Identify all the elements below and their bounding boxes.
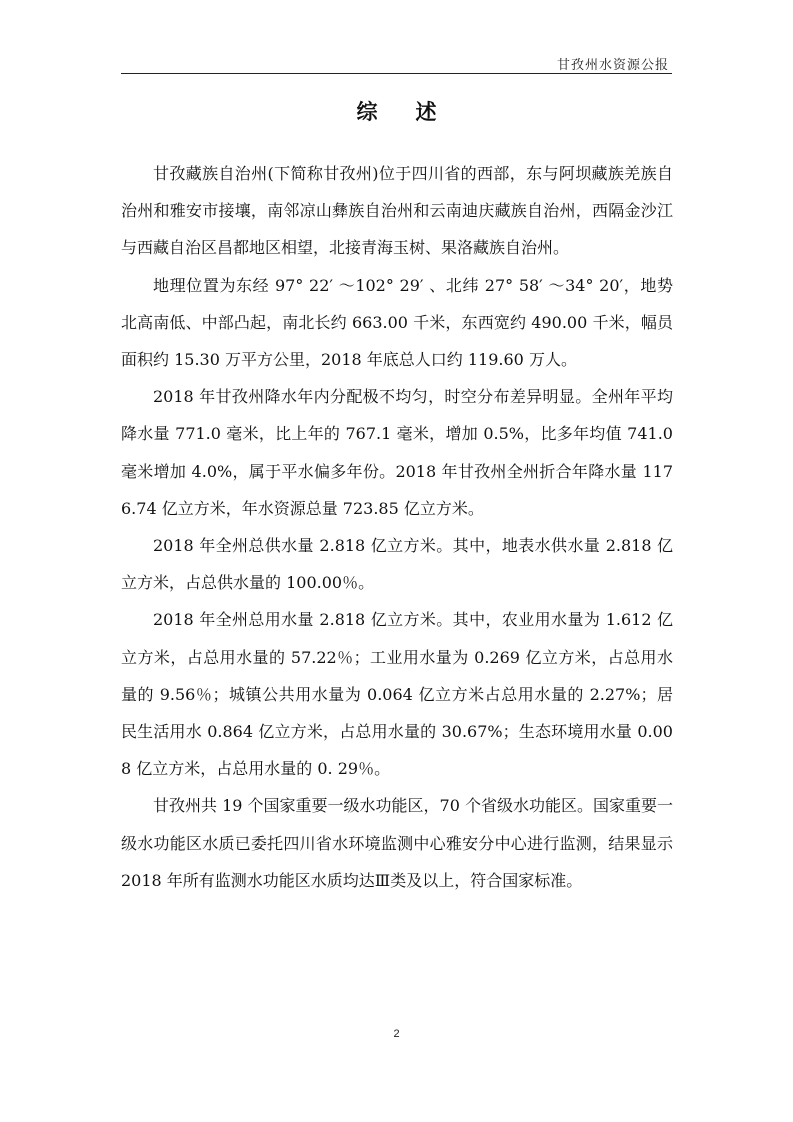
page-title: [0, 96, 793, 126]
running-header: 甘孜州水资源公报: [556, 58, 669, 73]
paragraph-water-use: 2018 年全州总用水量 2.818 亿立方米。其中，农业用水量为 1.612 亿立方米，占总用水量的 57.22％；工业用水量为 0.269 亿立方米，占总用水量的 9.56％；城镇公共用水量为 0.064 亿立方米占总用水量的 2.27%；居民生活用水 0.864 亿立方米，占总用水量的 30.67%；生态环境用水量 0.008 亿立方米，占总用水量的 0. 29％。: [121, 610, 673, 779]
paragraph-precipitation: 2018 年甘孜州降水年内分配极不均匀，时空分布差异明显。全州年平均降水量 771.0 毫米，比上年的 767.1 毫米，增加 0.5%，比多年均值 741.0 毫米增加 4.0%，属于平水偏多年份。2018 年甘孜州全州折合年降水量 1176.74 亿立方米，年水资源总量 723.85 亿立方米。: [121, 387, 673, 518]
header-divider: [121, 73, 672, 74]
paragraph-water-supply: 2018 年全州总供水量 2.818 亿立方米。其中，地表水供水量 2.818 亿立方米，占总供水量的 100.00％。: [121, 536, 673, 593]
paragraph-location: 甘孜藏族自治州(下简称甘孜州)位于四川省的西部，东与阿坝藏族羌族自治州和雅安市接壤，南邻凉山彝族自治州和云南迪庆藏族自治州，西隔金沙江与西藏自治区昌都地区相望，北接青海玉树、果洛藏族自治州。: [121, 164, 673, 258]
page-number: 2: [393, 1028, 400, 1040]
paragraph-water-function-zones: 甘孜州共 19 个国家重要一级水功能区，70 个省级水功能区。国家重要一级水功能区水质已委托四川省水环境监测中心雅安分中心进行监测，结果显示 2018 年所有监测水功能区水质均达Ⅲ类及以上，符合国家标准。: [121, 796, 673, 890]
body-text: [121, 155, 673, 899]
page-title-char-2: 述: [415, 99, 437, 124]
page-title-char-1: 综: [356, 99, 378, 124]
paragraph-geography: 地理位置为东经 97° 22′ ～102° 29′ 、北纬 27° 58′ ～34° 20′，地势北高南低、中部凸起，南北长约 663.00 千米，东西宽约 490.00 千米，幅员面积约 15.30 万平方公里，2018 年底总人口约 119.60 万人。: [121, 275, 673, 370]
